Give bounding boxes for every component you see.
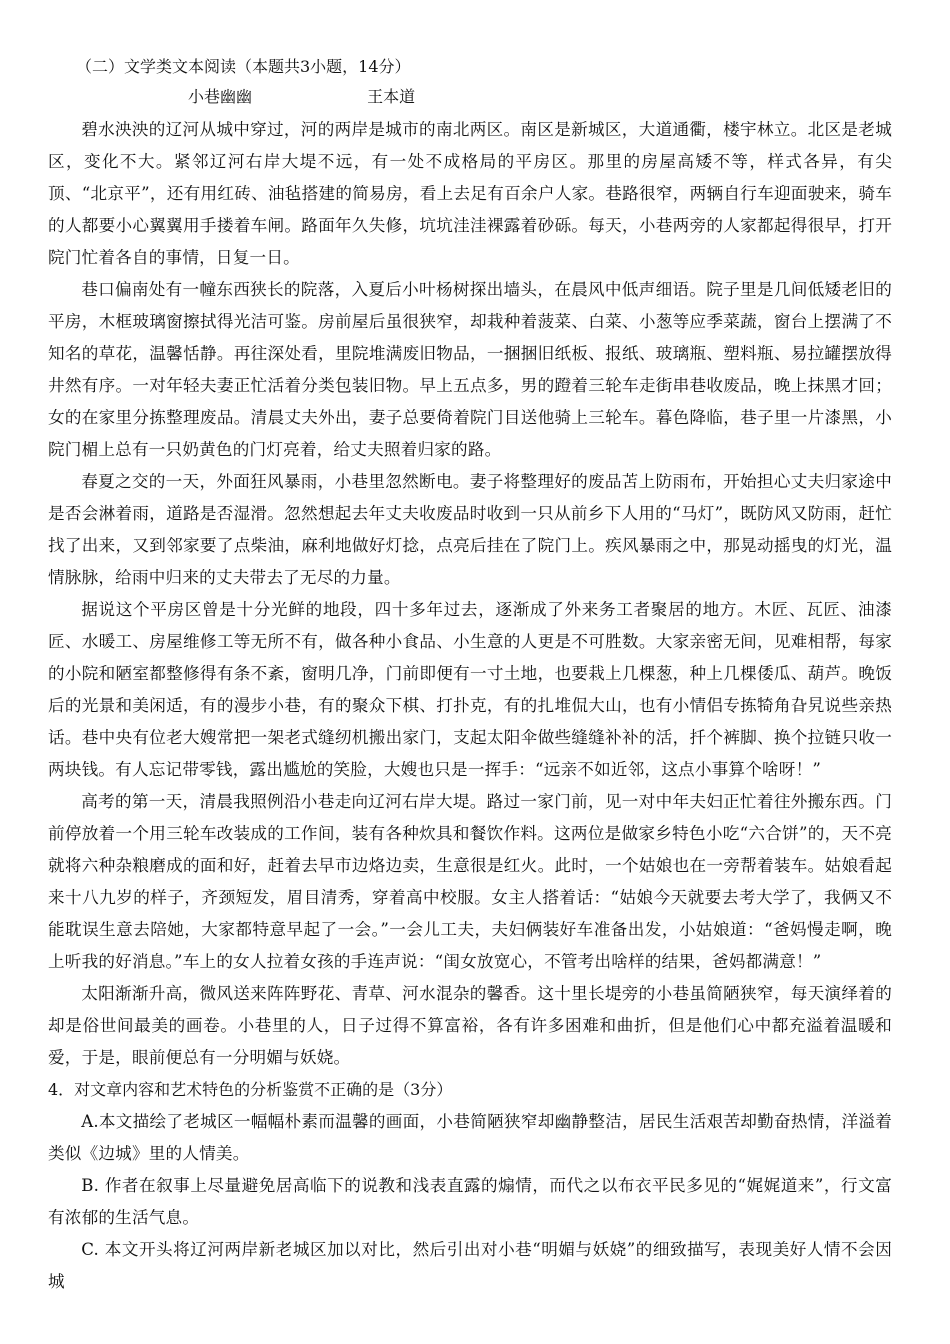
question-option-c: C. 本文开头将辽河两岸新老城区加以对比，然后引出对小巷“明媚与妖娆”的细致描写，表现美好人情不会因城 bbox=[48, 1240, 892, 1291]
article-byline bbox=[48, 86, 892, 108]
article-paragraph: 高考的第一天，清晨我照例沿小巷走向辽河右岸大堤。路过一家门前，见一对中年夫妇正忙着往外搬东西。门前停放着一个用三轮车改装成的工作间，装有各种炊具和餐饮作料。这两位是做家乡特色小吃“六合饼”的，天不亮就将六种杂粮磨成的面和好，赶着去早市边烙边卖，生意很是红火。此时，一个姑娘也在一旁帮着装车。姑娘看起来十八九岁的样子，齐颈短发，眉目清秀，穿着高中校服。女主人搭着话：“姑娘今天就要去考大学了，我俩又不能耽误生意去陪她，大家都特意早起了一会。”一会儿工夫，夫妇俩装好车准备出发，小姑娘道：“爸妈慢走啊，晚上听我的好消息。”车上的女人拉着女孩的手连声说：“闺女放宽心，不管考出啥样的结果，爸妈都满意！” bbox=[48, 792, 892, 971]
question-option-a: A.本文描绘了老城区一幅幅朴素而温馨的画面，小巷简陋狭窄却幽静整洁，居民生活艰苦却勤奋热情，洋溢着类似《边城》里的人情美。 bbox=[48, 1112, 892, 1163]
article-paragraph: 碧水泱泱的辽河从城中穿过，河的两岸是城市的南北两区。南区是新城区，大道通衢，楼宇林立。北区是老城区，变化不大。紧邻辽河右岸大堤不远，有一处不成格局的平房区。那里的房屋高矮不等，样式各异，有尖顶、“北京平”，还有用红砖、油毡搭建的简易房，看上去足有百余户人家。巷路很窄，两辆自行车迎面驶来，骑车的人都要小心翼翼用手搂着车闸。路面年久失修，坑坑洼洼裸露着砂砾。每天，小巷两旁的人家都起得很早，打开院门忙着各自的事情，日复一日。 bbox=[48, 120, 892, 267]
article-paragraph: 春夏之交的一天，外面狂风暴雨，小巷里忽然断电。妻子将整理好的废品苫上防雨布，开始担心丈夫归家途中是否会淋着雨，道路是否湿滑。忽然想起去年丈夫收废品时收到一只从前乡下人用的“马灯”，既防风又防雨，赶忙找了出来，又到邻家要了点柴油，麻利地做好灯捻，点亮后挂在了院门上。疾风暴雨之中，那晃动摇曳的灯光，温情脉脉，给雨中归来的丈夫带去了无尽的力量。 bbox=[48, 472, 892, 587]
article-title: 小巷幽幽 bbox=[188, 87, 253, 106]
question-stem: 4．对文章内容和艺术特色的分析鉴赏不正确的是（3分） bbox=[48, 1080, 453, 1099]
article-paragraph: 巷口偏南处有一幢东西狭长的院落，入夏后小叶杨树探出墙头，在晨风中低声细语。院子里是几间低矮老旧的平房，木框玻璃窗擦拭得光洁可鉴。房前屋后虽很狭窄，却栽种着菠菜、白菜、小葱等应季菜蔬，窗台上摆满了不知名的草花，温馨恬静。再往深处看，里院堆满废旧物品，一捆捆旧纸板、报纸、玻璃瓶、塑料瓶、易拉罐摆放得井然有序。一对年轻夫妻正忙活着分类包装旧物。早上五点多，男的蹬着三轮车走街串巷收废品，晚上抹黑才回；女的在家里分拣整理废品。清晨丈夫外出，妻子总要倚着院门目送他骑上三轮车。暮色降临，巷子里一片漆黑，小院门楣上总有一只奶黄色的门灯亮着，给丈夫照着归家的路。 bbox=[48, 280, 892, 459]
article-author: 王本道 bbox=[367, 87, 416, 106]
question-option-b: B. 作者在叙事上尽量避免居高临下的说教和浅表直露的煽情，而代之以布衣平民多见的“娓娓道来”，行文富有浓郁的生活气息。 bbox=[48, 1176, 892, 1227]
article-paragraph: 太阳渐渐升高，微风送来阵阵野花、青草、河水混杂的馨香。这十里长堤旁的小巷虽简陋狭窄，每天演绎着的却是俗世间最美的画卷。小巷里的人，日子过得不算富裕，各有许多困难和曲折，但是他们心中都充溢着温暖和爱，于是，眼前便总有一分明媚与妖娆。 bbox=[48, 984, 892, 1067]
article-paragraph: 据说这个平房区曾是十分光鲜的地段，四十多年过去，逐渐成了外来务工者聚居的地方。木匠、瓦匠、油漆匠、水暖工、房屋维修工等无所不有，做各种小食品、小生意的人更是不可胜数。大家亲密无间，见难相帮，每家的小院和陋室都整修得有条不紊，窗明几净，门前即便有一寸土地，也要栽上几棵葱，种上几棵倭瓜、葫芦。晚饭后的光景和美闲适，有的漫步小巷，有的聚众下棋、打扑克，有的扎堆侃大山，也有小情侣专拣犄角旮旯说些亲热话。巷中央有位老大嫂常把一架老式缝纫机搬出家门，支起太阳伞做些缝缝补补的活，扦个裤脚、换个拉链只收一两块钱。有人忘记带零钱，露出尴尬的笑脸，大嫂也只是一挥手：“远亲不如近邻，这点小事算个啥呀！” bbox=[48, 600, 892, 779]
section-title: （二）文学类文本阅读（本题共3小题，14分） bbox=[76, 57, 411, 76]
